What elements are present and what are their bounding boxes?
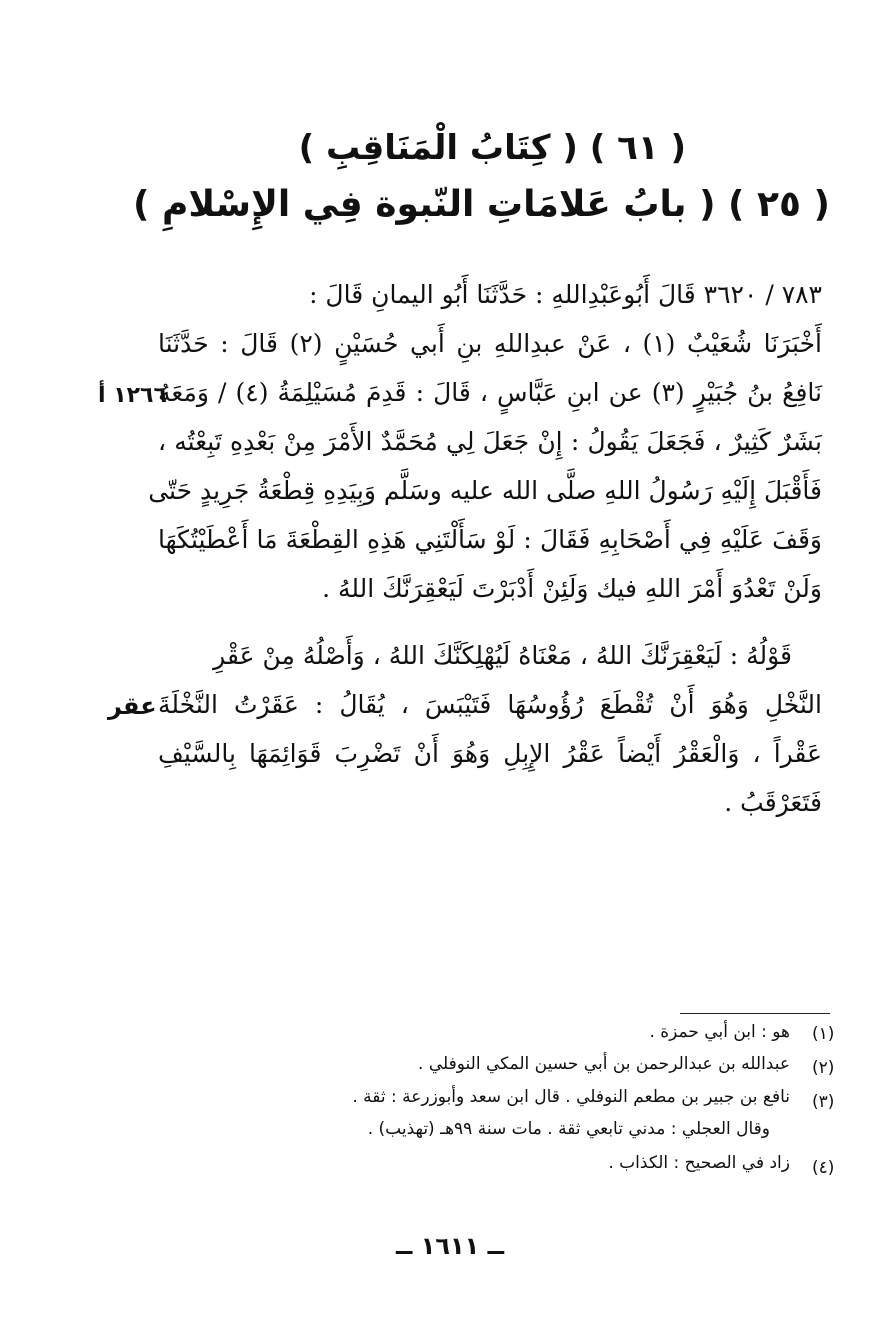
book-title: ( ٦١ ) ( كِتَابُ الْمَنَاقِبِ ) [298,128,686,168]
chapter-title: ( ٢٥ ) ( بابُ عَلامَاتِ النّبوة فِي الإِسْلامِ ) [132,184,830,225]
hadith-line: وَقَفَ عَلَيْهِ فِي أَصْحَابِهِ فَقَالَ : لَوْ سَأَلْتَنِي هَذِهِ القِطْعَةَ مَا أَعْطَيْتُكَهَا [158,525,822,554]
footnote-divider [680,1013,830,1014]
commentary-line: النَّخْلِ وَهُوَ أَنْ تُقْطَعَ رُؤُوسُهَا فَتَيْبَسَ ، يُقَالُ : عَقَرْتُ النَّخْلَةَ [158,690,822,719]
footnote-text: هو : ابن أبي حمزة . [649,1022,790,1042]
hadith-line: ٧٨٣ / ٣٦٢٠ قَالَ أَبُوعَبْدِاللهِ : حَدَّثَنَا أَبُو اليمانِ قَالَ : [309,280,822,309]
footnote-text: عبدالله بن عبدالرحمن بن أبي حسين المكي النوفلي . [418,1054,790,1074]
margin-keyword: عقر [108,692,157,720]
footnote-number: (٢) [812,1058,835,1078]
footnote-text: زاد في الصحيح : الكذاب . [608,1153,790,1173]
footnote-text: وقال العجلي : مدني تابعي ثقة . مات سنة ٩٩هـ (تهذيب) . [367,1119,770,1139]
hadith-line: بَشَرٌ كَثِيرٌ ، فَجَعَلَ يَقُولُ : إِنْ جَعَلَ لِي مُحَمَّدٌ الأَمْرَ مِنْ بَعْدِهِ تَبِعْتُه ، [158,427,822,456]
footnote-text: نافع بن جبير بن مطعم النوفلي . قال ابن سعد وأبوزرعة : ثقة . [352,1087,790,1107]
hadith-line: نَافِعُ بنُ جُبَيْرٍ (٣) عن ابنِ عَبَّاسٍ ، قَالَ : قَدِمَ مُسَيْلِمَةُ (٤) / وَمَعَهُ [158,378,823,407]
footnote-number: (٣) [812,1092,835,1112]
margin-reference: ١٢٦٦ أ [98,383,167,408]
hadith-line: أَخْبَرَنَا شُعَيْبٌ (١) ، عَنْ عبدِاللهِ بنِ أَبي حُسَيْنٍ (٢) قَالَ : حَدَّثَنَا [158,329,822,358]
footnote-number: (١) [812,1024,835,1044]
hadith-line: وَلَنْ تَعْدُوَ أَمْرَ اللهِ فيك وَلَئِنْ أَدْبَرْتَ لَيَعْقِرَنَّكَ اللهُ . [322,574,822,603]
page-number: ــ ١٦١١ ــ [395,1232,505,1260]
commentary-line: عَقْراً ، وَالْعَقْرُ أَيْضاً عَقْرُ الإِبِلِ وَهُوَ أَنْ تَضْرِبَ قَوَائِمَهَا بِالسَّيْفِ [158,739,822,768]
footnote-number: (٤) [812,1158,835,1178]
commentary-line: قَوْلُهُ : لَيَعْقِرَنَّكَ اللهُ ، مَعْنَاهُ لَيُهْلِكَنَّكَ اللهُ ، وَأَصْلُهُ مِنْ عَقْرِ [213,641,792,670]
commentary-line: فَتَعَرْقَبُ . [724,788,822,817]
hadith-line: فَأَقْبَلَ إِلَيْهِ رَسُولُ اللهِ صلَّى الله عليه وسَلَّم وَبِيَدِهِ قِطْعَةُ جَرِيدٍ حَتّى [148,476,822,505]
